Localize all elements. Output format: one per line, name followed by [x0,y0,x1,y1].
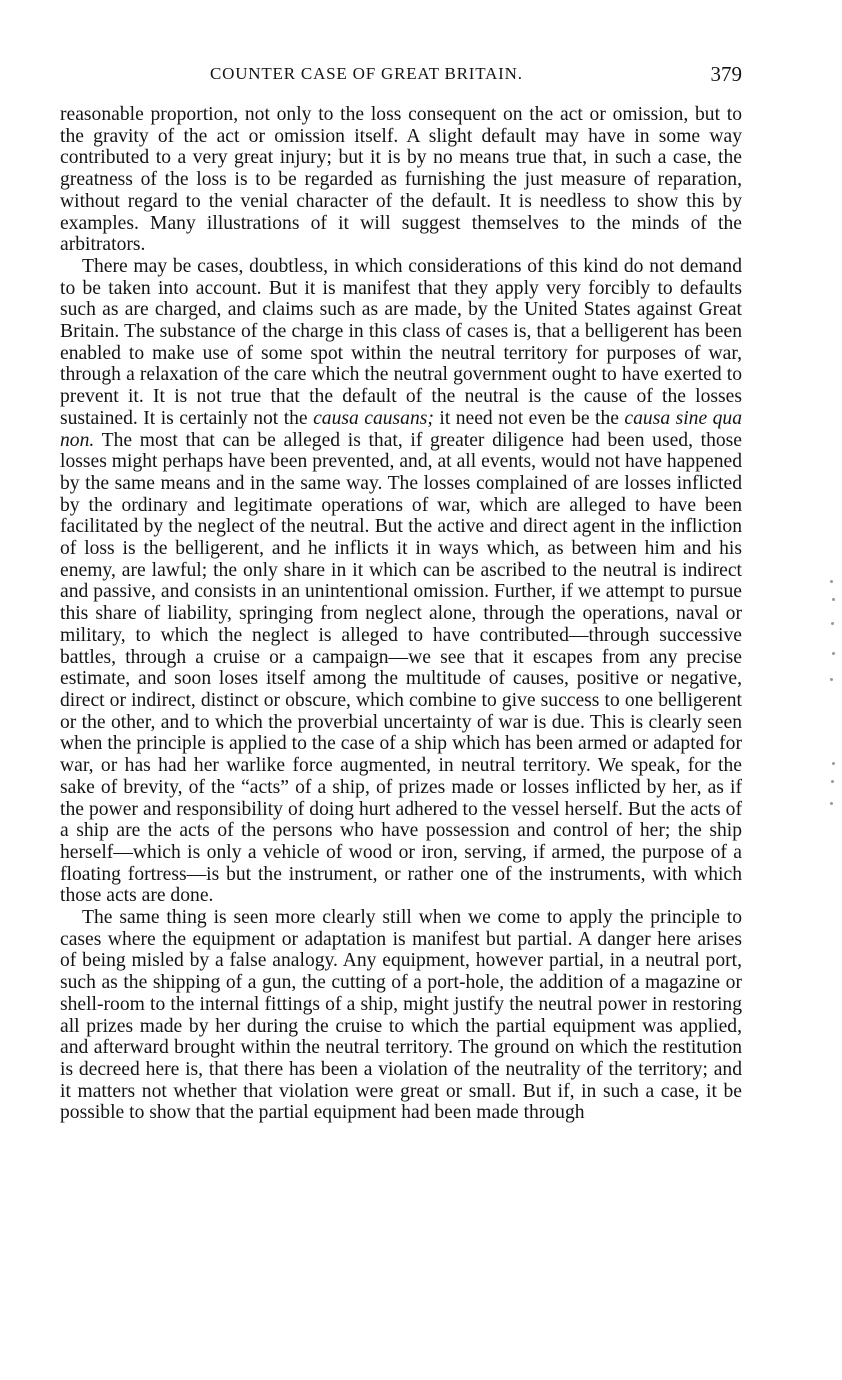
margin-specks [826,580,838,810]
latin-phrase-causa-sine-qua-non: causa sine qua non. [60,407,742,451]
paragraph-2-part-c: The most that can be alleged is that, if greater diligence had been used, those losses might perhaps have been prevented, and, at all events, would not have happened by the same means and in the same way. The losses complained of are losses inflicted by the ordinary and legitimate operations of war, which are alleged to have been facilitated by the neglect of the neutral. But the active and direct agent in the infliction of loss is the belligerent, and he inflicts it in ways which, as between him and his enemy, are lawful; the only share in it which can be ascribed to the neutral is indirect and passive, and consists in an unintentional omission. Further, if we attempt to pursue this share of liability, springing from neglect alone, through the operations, naval or military, to which the neglect is alleged to have contributed—through successive battles, through a cruise or a campaign—we see that it escapes from any precise estimate, and soon loses itself among the multitude of causes, positive or negative, direct or indirect, distinct or obscure, which combine to give success to one belligerent or the other, and to which the proverbial uncertainty of war is due. This is clearly seen when the principle is applied to the case of a ship which has been armed or adapted for war, or has had her warlike force augmented, in neutral territory. We speak, for the sake of brevity, of the “acts” of a ship, of prizes made or losses inflicted by her, as if the power and responsibility of doing hurt adhered to the vessel herself. But the acts of a ship are the acts of the persons who have possession and control of her; the ship herself—which is only a vehicle of wood or iron, serving, if armed, the purpose of a floating fortress—is but the instrument, or rather one of the instruments, with which those acts are done. [60,429,742,907]
speck [832,762,835,765]
speck [832,652,835,655]
speck [832,598,835,601]
speck [831,622,834,625]
speck [831,780,834,783]
body-text [60,104,742,1124]
page-header [60,62,742,88]
speck [830,802,833,805]
paragraph-3: The same thing is seen more clearly still when we come to apply the principle to cases where the equipment or adaptation is manifest but partial. A danger here arises of being misled by a false analogy. Any equipment, however partial, in a neutral port, such as the shipping of a gun, the cutting of a port-hole, the addition of a magazine or shell-room to the internal fittings of a ship, might justify the neutral power in restoring all prizes made by her during the cruise to which the partial equipment was applied, and afterward brought within the neutral territory. The ground on which the restitution is decreed here is, that there has been a violation of the neutrality of the territory; and it matters not whether that violation were great or small. But if, in such a case, it be possible to show that the partial equipment had been made through [60,907,742,1124]
speck [830,580,833,583]
paragraph-2 [60,256,742,907]
page-number: 379 [710,62,742,86]
running-title: COUNTER CASE OF GREAT BRITAIN. [210,64,523,83]
latin-phrase-causa-causans: causa causans; [313,407,434,429]
paragraph-2-part-a: There may be cases, doubtless, in which considerations of this kind do not demand to be taken into account. But it is manifest that they apply very forcibly to defaults such as are charged, and claims such as are made, by the United States against Great Britain. The substance of the charge in this class of cases is, that a belligerent has been enabled to make use of some spot within the neutral territory for purposes of war, through a relaxation of the care which the neutral government ought to have exerted to prevent it. It is not true that the default of the neutral is the cause of the losses sustained. It is certainly not the [60,255,742,429]
paragraph-1: reasonable proportion, not only to the loss consequent on the act or omission, but to the gravity of the act or omission itself. A slight default may have in some way contributed to a very great injury; but it is by no means true that, in such a case, the greatness of the loss is to be regarded as furnishing the just measure of reparation, without regard to the venial character of the default. It is needless to show this by examples. Many illustrations of it will suggest themselves to the minds of the arbitrators. [60,104,742,256]
paragraph-2-part-b: it need not even be the [433,407,625,429]
speck [830,678,833,681]
